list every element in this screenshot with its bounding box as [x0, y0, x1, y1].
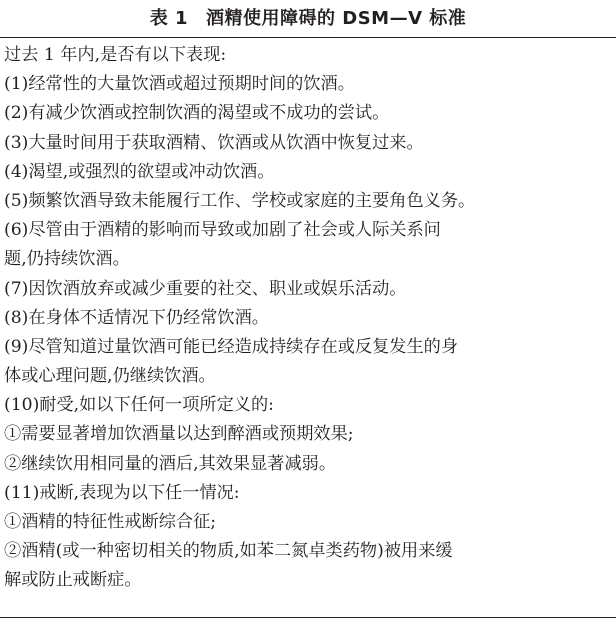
criterion-line: (1)经常性的大量饮酒或超过预期时间的饮酒。	[4, 74, 355, 95]
criterion-line: (11)戒断,表现为以下任一情况:	[4, 482, 240, 503]
table-body	[4, 41, 612, 596]
criterion-line: (5)频繁饮酒导致未能履行工作、学校或家庭的主要角色义务。	[4, 190, 476, 211]
table-title: 酒精使用障碍的 DSM—V 标准	[206, 8, 467, 29]
criterion-line: (6)尽管由于酒精的影响而导致或加剧了社会或人际关系问	[4, 220, 441, 241]
criterion-line: ②酒精(或一种密切相关的物质,如苯二氮卓类药物)被用来缓	[4, 541, 453, 562]
criterion-line: (10)耐受,如以下任何一项所定义的:	[4, 395, 274, 416]
criterion-line: (4)渴望,或强烈的欲望或冲动饮酒。	[4, 161, 275, 182]
criterion-line: (2)有减少饮酒或控制饮酒的渴望或不成功的尝试。	[4, 103, 390, 124]
top-rule	[0, 37, 616, 38]
table-label: 表 1	[149, 8, 188, 29]
criterion-line: (8)在身体不适情况下仍经常饮酒。	[4, 307, 269, 328]
criterion-line: 解或防止戒断症。	[4, 570, 142, 591]
criterion-line: ①酒精的特征性戒断综合征;	[4, 512, 217, 532]
criterion-line: (7)因饮酒放弃或减少重要的社交、职业或娱乐活动。	[4, 278, 407, 299]
criterion-line: 题,仍持续饮酒。	[4, 249, 130, 270]
criterion-line: ②继续饮用相同量的酒后,其效果显著减弱。	[4, 453, 337, 474]
bottom-rule	[0, 617, 616, 618]
criterion-line: 体或心理问题,仍继续饮酒。	[4, 366, 216, 387]
intro-line: 过去 1 年内,是否有以下表现:	[4, 45, 227, 65]
criterion-line: (3)大量时间用于获取酒精、饮酒或从饮酒中恢复过来。	[4, 132, 424, 153]
criterion-line: ①需要显著增加饮酒量以达到醉酒或预期效果;	[4, 424, 354, 445]
table-caption	[0, 6, 616, 32]
criterion-line: (9)尽管知道过量饮酒可能已经造成持续存在或反复发生的身	[4, 336, 459, 357]
